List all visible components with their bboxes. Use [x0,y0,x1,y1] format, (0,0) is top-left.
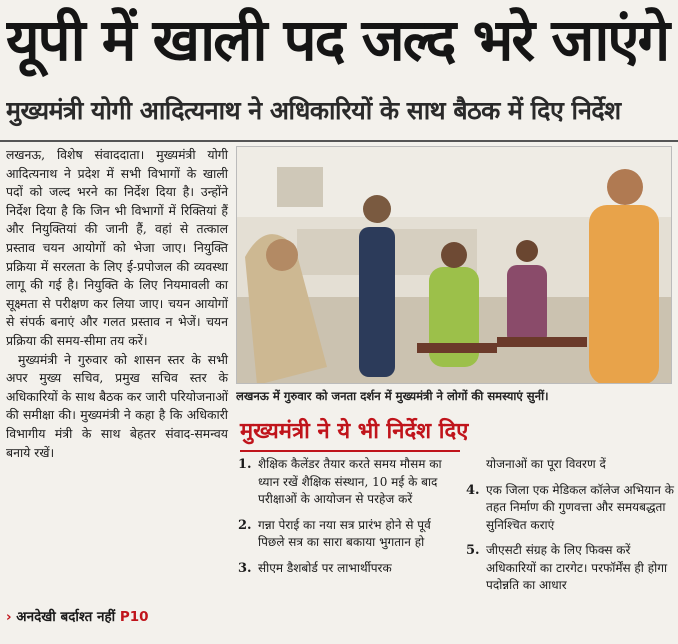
list-item [238,560,460,578]
subheadline: मुख्यमंत्री योगी आदित्यनाथ ने अधिकारियों के साथ बैठक में दिए निर्देश [6,96,621,125]
directive-list-left [238,456,460,585]
story-paragraph-2: मुख्यमंत्री ने गुरुवार को शासन स्तर के सभी अपर मुख्य सचिव, प्रमुख सचिव स्तर के अधिकारियों के साथ बैठक कर जारी परियोजनाओं की समीक्षा की। मुख्यमंत्री ने कहा है कि अधिकारी विभागीय मंत्री के साथ बेहतर संवाद-समन्वय बनाये रखें। [6,351,228,460]
directive-list-right [466,456,674,603]
photo-illustration [237,147,672,384]
list-item-text: जीएसटी संग्रह के लिए फिक्स करें अधिकारियों का टारगेट। परफॉर्मेंस ही होगा पदोन्नति का आधार [486,543,668,592]
list-item-text: गन्ना पेराई का नया सत्र प्रारंभ होने से पूर्व पिछले सत्र का सारा बकाया भुगतान हो [258,517,431,549]
list-item [466,542,674,595]
headline: यूपी में खाली पद जल्द भरे जाएंगे [6,6,669,74]
reference-page: P10 [119,609,149,625]
box-title-underline [240,450,460,452]
list-item-number: 4. [466,482,480,498]
list-item-text: शैक्षिक कैलेंडर तैयार करते समय मौसम का ध्यान रखें शैक्षिक संस्थान, 10 मई के बाद परीक्षाओं के आयोजन से परहेज करें [258,457,442,506]
box-title: मुख्यमंत्री ने ये भी निर्देश दिए [240,419,469,444]
story-paragraph-1: लखनऊ, विशेष संवाददाता। मुख्यमंत्री योगी आदित्यनाथ ने प्रदेश में सभी विभागों के खाली पदों को जल्द भरने का निर्देश दिया है। उन्होंने निर्देश दिया है कि जिन भी विभागों में रिक्तियां हैं और नियुक्तियां की जानी हैं, वहां से तत्काल प्रस्ताव चयन आयोगों को भेजा जाए। नियुक्ति प्रक्रिया में सरलता के लिए ई-प्रपोजल की व्यवस्था लागू की गई है। नियुक्ति के लिए नियमावली का सूक्ष्मता से परीक्षण कर लिया जाए। चयन आयोगों से संपर्क बनाएं और गलत प्रस्ताव न भेजें। चयन प्रक्रिया की समय-सीमा तय करें। [6,147,228,348]
list-item-number: 2. [238,517,252,533]
reference-text: अनदेखी बर्दाश्त नहीं [16,609,116,625]
story-body [6,146,228,462]
list-item [238,456,460,509]
arrow-icon: › [6,609,12,625]
list-item-number: 1. [238,457,252,472]
list-item-number: 3. [238,560,252,576]
list-item-text: एक जिला एक मेडिकल कॉलेज अभियान के तहत निर्माण की गुणवत्ता और समयबद्धता सुनिश्चित कराएं [486,482,674,532]
list-item-text: सीएम डैशबोर्ड पर लाभार्थीपरक [258,560,392,575]
news-photo [236,146,672,384]
page-reference[interactable] [6,604,228,630]
list-item [466,482,674,535]
header-rule [0,140,678,142]
photo-caption: लखनऊ में गुरुवार को जनता दर्शन में मुख्यमंत्री ने लोगों की समस्याएं सुनीं। [236,389,549,403]
list-item [238,517,460,552]
list-item-continuation: योजनाओं का पूरा विवरण दें [486,457,606,471]
list-item-number: 5. [466,543,480,558]
